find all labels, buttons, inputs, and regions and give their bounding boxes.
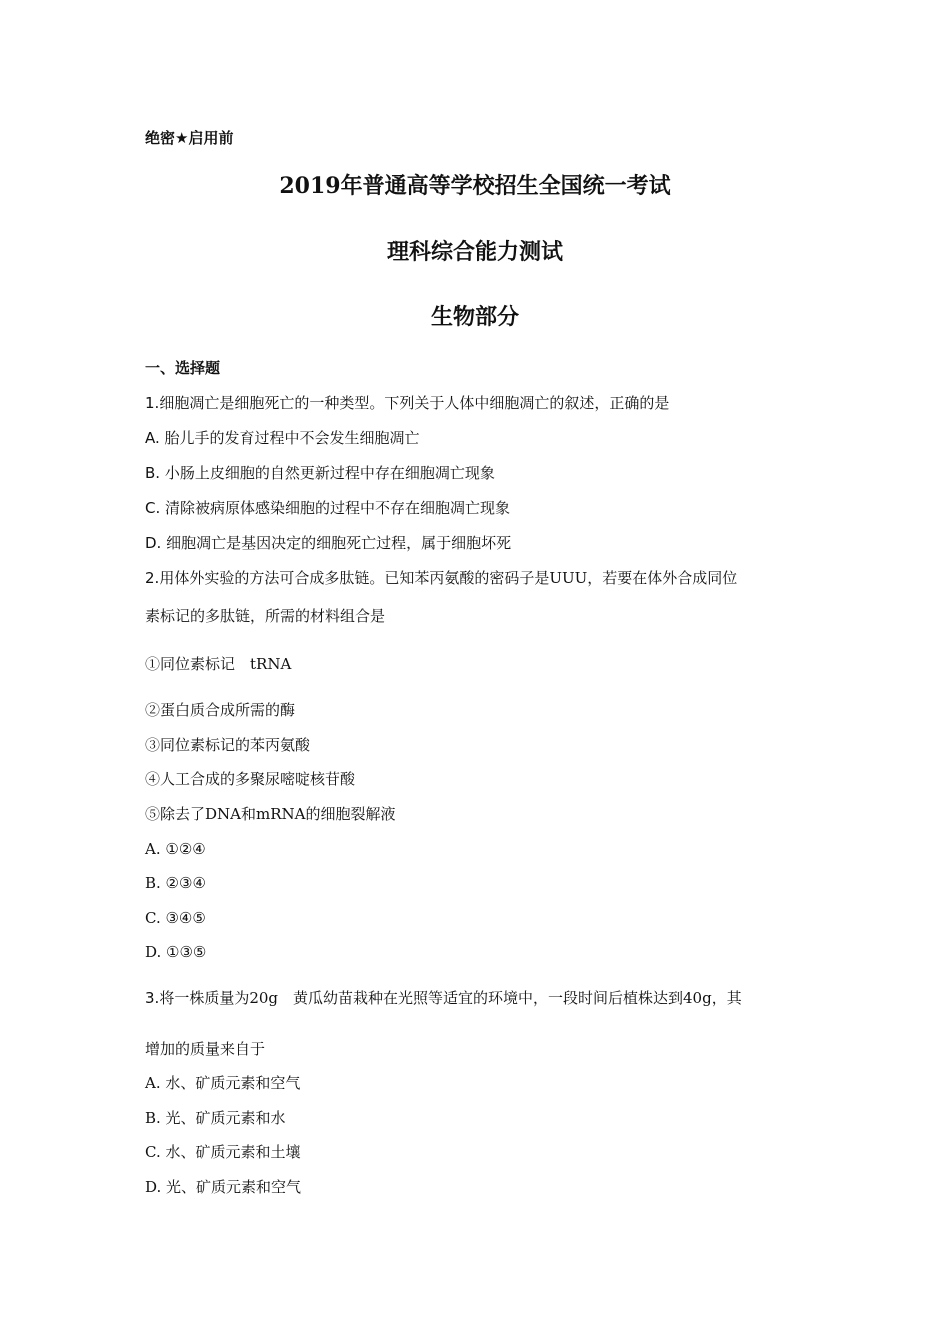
question-3-option-a: A. 水、矿质元素和空气 [145,1074,301,1092]
question-2-item-3: ③同位素标记的苯丙氨酸 [145,736,311,754]
question-3-option-b: B. 光、矿质元素和水 [145,1109,286,1127]
question-2-item-5: ⑤除去了DNA和mRNA的细胞裂解液 [145,805,396,823]
question-3-option-c: C. 水、矿质元素和土壤 [145,1143,301,1161]
question-2-item-1: ①同位素标记 tRNA [145,655,292,673]
question-2-option-a: A. ①②④ [145,840,206,858]
question-2-option-b: B. ②③④ [145,874,206,892]
question-2-stem-line-1: 2.用体外实验的方法可合成多肽链。已知苯丙氨酸的密码子是UUU，若要在体外合成同位 [145,569,738,587]
question-number: 3. [145,989,160,1007]
question-2-item-4: ④人工合成的多聚尿嘧啶核苷酸 [145,770,356,788]
question-2-item-2: ②蛋白质合成所需的酶 [145,701,296,719]
question-3-stem-line-2: 增加的质量来自于 [145,1040,266,1058]
exam-title: 2019年普通高等学校招生全国统一考试 [279,173,671,199]
exam-subtitle: 理科综合能力测试 [386,239,563,265]
question-2-option-c: C. ③④⑤ [145,909,206,927]
question-3-option-d: D. 光、矿质元素和空气 [145,1178,302,1196]
question-2-stem-line-2: 素标记的多肽链，所需的材料组合是 [145,607,386,625]
question-number: 1. [145,394,160,412]
question-1-option-d: D. 细胞凋亡是基因决定的细胞死亡过程，属于细胞坏死 [145,534,512,552]
question-1-option-a: A. 胎儿手的发育过程中不会发生细胞凋亡 [145,429,420,447]
question-1-option-b: B. 小肠上皮细胞的自然更新过程中存在细胞凋亡现象 [145,464,495,482]
section-title: 生物部分 [430,304,519,330]
question-1-option-c: C. 清除被病原体感染细胞的过程中不存在细胞凋亡现象 [145,499,511,517]
question-number: 2. [145,569,160,587]
question-3-stem-line-1: 3.将一株质量为20g 黄瓜幼苗栽种在光照等适宜的环境中，一段时间后植株达到40g，其 [145,989,742,1007]
part-heading: 一、选择题 [145,359,221,377]
question-2-option-d: D. ①③⑤ [145,943,207,961]
question-1-stem: 1.细胞凋亡是细胞死亡的一种类型。下列关于人体中细胞凋亡的叙述，正确的是 [145,394,670,412]
secret-label: 绝密★启用前 [145,129,234,147]
